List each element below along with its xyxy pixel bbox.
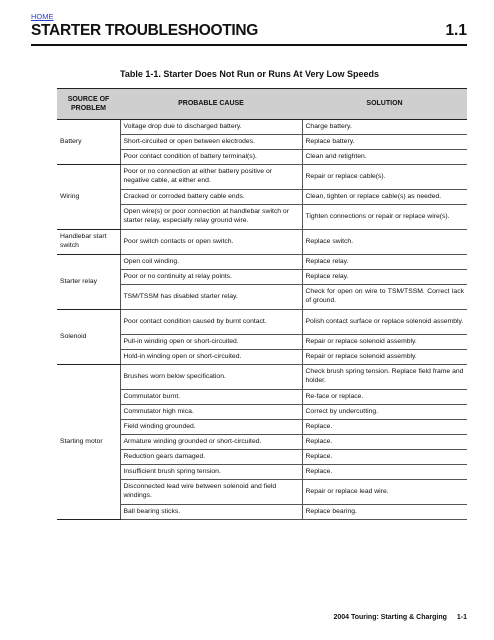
home-link[interactable]: HOME bbox=[31, 12, 54, 21]
cause-cell: Poor contact condition caused by burnt contact. bbox=[120, 310, 302, 335]
source-cell: Wiring bbox=[57, 165, 120, 230]
solution-cell: Re-face or replace. bbox=[302, 390, 467, 405]
source-cell: Starter relay bbox=[57, 255, 120, 310]
cause-cell: Voltage drop due to discharged battery. bbox=[120, 120, 302, 135]
cause-cell: Poor switch contacts or open switch. bbox=[120, 230, 302, 255]
cause-cell: TSM/TSSM has disabled starter relay. bbox=[120, 285, 302, 310]
cause-cell: Disconnected lead wire between solenoid and field windings. bbox=[120, 480, 302, 505]
cause-cell: Poor contact condition of battery terminal(s). bbox=[120, 150, 302, 165]
solution-cell: Replace relay. bbox=[302, 255, 467, 270]
solution-cell: Replace. bbox=[302, 435, 467, 450]
solution-cell: Tighten connections or repair or replace wire(s). bbox=[302, 205, 467, 230]
solution-cell: Clean and retighten. bbox=[302, 150, 467, 165]
page-title: STARTER TROUBLESHOOTING bbox=[31, 22, 259, 39]
source-cell: Solenoid bbox=[57, 310, 120, 365]
table-caption: Table 1-1. Starter Does Not Run or Runs At Very Low Speeds bbox=[120, 69, 380, 79]
cause-cell: Poor or no connection at either battery positive or negative cable, at either end. bbox=[120, 165, 302, 190]
solution-cell: Replace battery. bbox=[302, 135, 467, 150]
solution-cell: Replace. bbox=[302, 450, 467, 465]
cause-cell: Hold-in winding open or short-circuited. bbox=[120, 350, 302, 365]
cause-cell: Insufficient brush spring tension. bbox=[120, 465, 302, 480]
table-row bbox=[57, 255, 467, 270]
header-cause: PROBABLE CAUSE bbox=[120, 89, 302, 120]
table-row bbox=[57, 230, 467, 255]
solution-cell: Replace relay. bbox=[302, 270, 467, 285]
solution-cell: Correct by undercutting. bbox=[302, 405, 467, 420]
solution-cell: Repair or replace cable(s). bbox=[302, 165, 467, 190]
troubleshooting-table bbox=[57, 88, 467, 520]
cause-cell: Pull-in winding open or short-circuited. bbox=[120, 335, 302, 350]
cause-cell: Poor or no continuity at relay points. bbox=[120, 270, 302, 285]
page-footer bbox=[333, 614, 467, 621]
solution-cell: Charge battery. bbox=[302, 120, 467, 135]
solution-cell: Replace switch. bbox=[302, 230, 467, 255]
table-row bbox=[57, 310, 467, 335]
solution-cell: Replace. bbox=[302, 420, 467, 435]
table-row bbox=[57, 165, 467, 190]
solution-cell: Replace. bbox=[302, 465, 467, 480]
cause-cell: Reduction gears damaged. bbox=[120, 450, 302, 465]
footer-page-number: 1-1 bbox=[456, 614, 467, 621]
source-cell: Handlebar start switch bbox=[57, 230, 120, 255]
solution-cell: Repair or replace lead wire. bbox=[302, 480, 467, 505]
source-cell: Battery bbox=[57, 120, 120, 165]
table-header-row bbox=[57, 89, 467, 120]
solution-cell: Repair or replace solenoid assembly. bbox=[302, 350, 467, 365]
cause-cell: Commutator high mica. bbox=[120, 405, 302, 420]
solution-cell: Check brush spring tension. Replace field frame and holder. bbox=[302, 365, 467, 390]
header-solution: SOLUTION bbox=[302, 89, 467, 120]
cause-cell: Ball bearing sticks. bbox=[120, 505, 302, 520]
cause-cell: Open coil winding. bbox=[120, 255, 302, 270]
cause-cell: Commutator burnt. bbox=[120, 390, 302, 405]
header-source: SOURCE OF PROBLEM bbox=[57, 89, 120, 120]
solution-cell: Clean, tighten or replace cable(s) as needed. bbox=[302, 190, 467, 205]
solution-cell: Check for open on wire to TSM/TSSM. Correct lack of ground. bbox=[302, 285, 467, 310]
footer-title: 2004 Touring: Starting & Charging bbox=[333, 614, 447, 621]
cause-cell: Brushes worn below specification. bbox=[120, 365, 302, 390]
cause-cell: Cracked or corroded battery cable ends. bbox=[120, 190, 302, 205]
section-number: 1.1 bbox=[445, 22, 467, 39]
solution-cell: Polish contact surface or replace solenoid assembly. bbox=[302, 310, 467, 335]
table-row bbox=[57, 120, 467, 135]
cause-cell: Open wire(s) or poor connection at handlebar switch or starter relay, especially relay ground wire. bbox=[120, 205, 302, 230]
solution-cell: Repair or replace solenoid assembly. bbox=[302, 335, 467, 350]
cause-cell: Field winding grounded. bbox=[120, 420, 302, 435]
table-row bbox=[57, 365, 467, 390]
cause-cell: Short-circuited or open between electrodes. bbox=[120, 135, 302, 150]
cause-cell: Armature winding grounded or short-circuited. bbox=[120, 435, 302, 450]
header-rule bbox=[31, 44, 467, 46]
page-header bbox=[31, 22, 467, 42]
solution-cell: Replace bearing. bbox=[302, 505, 467, 520]
source-cell: Starting motor bbox=[57, 365, 120, 520]
